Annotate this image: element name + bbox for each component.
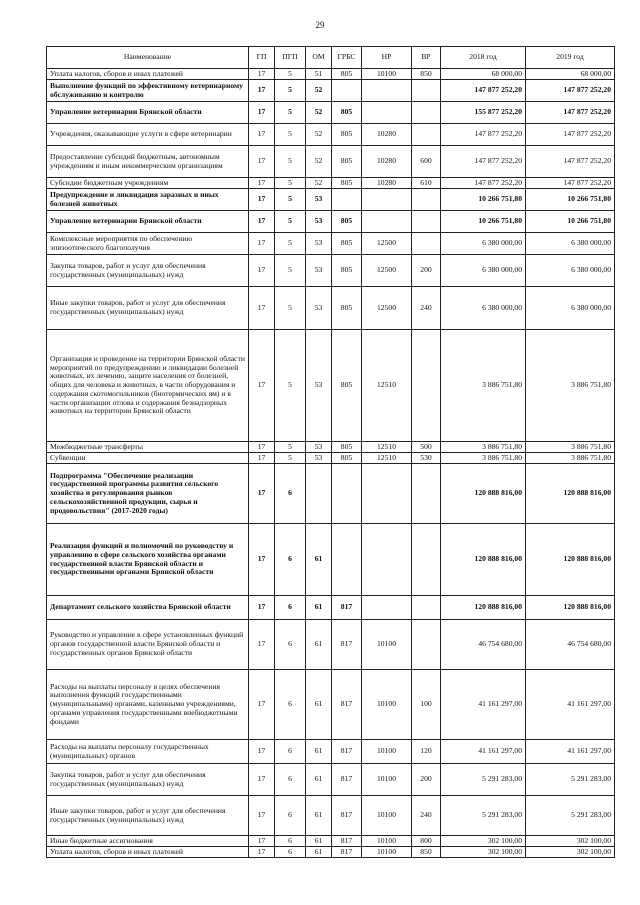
amount-2019-cell: 5 291 283,00 [526,764,615,796]
grbs-cell: 805 [332,178,362,189]
om-cell: 61 [306,796,332,836]
gp-cell: 17 [249,255,275,287]
nr-cell: 10100 [362,620,412,670]
om-cell: 53 [306,233,332,255]
amount-2018-cell: 302 100,00 [441,847,526,858]
vr-cell: 850 [412,847,441,858]
grbs-cell: 805 [332,287,362,330]
table-row [47,102,615,124]
nr-cell: 12510 [362,330,412,442]
vr-cell: 200 [412,255,441,287]
grbs-cell: 817 [332,847,362,858]
vr-cell [412,80,441,102]
pgp-cell: 5 [275,69,306,80]
nr-cell: 12500 [362,255,412,287]
grbs-cell [332,189,362,211]
nr-cell [362,102,412,124]
pgp-cell: 6 [275,836,306,847]
nr-cell: 10280 [362,124,412,146]
om-cell: 53 [306,189,332,211]
grbs-cell: 805 [332,453,362,464]
grbs-cell: 817 [332,764,362,796]
amount-2019-cell: 6 380 000,00 [526,287,615,330]
table-row [47,233,615,255]
vr-cell [412,596,441,620]
nr-cell: 12500 [362,233,412,255]
amount-2019-cell: 3 886 751,80 [526,330,615,442]
nr-cell: 10100 [362,847,412,858]
vr-cell [412,464,441,524]
table-row [47,453,615,464]
vr-cell: 120 [412,740,441,764]
pgp-cell: 5 [275,146,306,178]
om-cell: 52 [306,102,332,124]
table-row [47,124,615,146]
vr-cell [412,211,441,233]
nr-cell: 12510 [362,453,412,464]
amount-2019-cell: 6 380 000,00 [526,233,615,255]
gp-cell: 17 [249,146,275,178]
amount-2018-cell: 41 161 297,00 [441,740,526,764]
grbs-cell [332,80,362,102]
gp-cell: 17 [249,69,275,80]
vr-cell [412,524,441,596]
amount-2018-cell: 10 266 751,80 [441,189,526,211]
amount-2018-cell: 3 886 751,80 [441,330,526,442]
table-row [47,620,615,670]
amount-2018-cell: 68 000,00 [441,69,526,80]
vr-cell [412,620,441,670]
nr-cell [362,80,412,102]
om-cell: 51 [306,69,332,80]
vr-cell [412,124,441,146]
nr-cell: 12500 [362,287,412,330]
amount-2018-cell: 10 266 751,80 [441,211,526,233]
grbs-cell: 805 [332,146,362,178]
amount-2018-cell: 155 877 252,20 [441,102,526,124]
amount-2019-cell: 41 161 297,00 [526,740,615,764]
table-row [47,146,615,178]
nr-cell: 10100 [362,764,412,796]
pgp-cell: 5 [275,233,306,255]
vr-cell: 850 [412,69,441,80]
amount-2019-cell: 41 161 297,00 [526,670,615,740]
gp-cell: 17 [249,764,275,796]
gp-cell: 17 [249,287,275,330]
om-cell: 61 [306,740,332,764]
row-name-cell: Выполнение функций по эффективному ветеринарному обслуживанию и контролю [47,80,249,102]
om-cell: 61 [306,764,332,796]
amount-2018-cell: 6 380 000,00 [441,233,526,255]
table-row [47,330,615,442]
gp-cell: 17 [249,740,275,764]
pgp-cell: 5 [275,178,306,189]
table-row [47,178,615,189]
budget-table [46,46,615,858]
row-name-cell: Закупка товаров, работ и услуг для обеспечения государственных (муниципальных) нужд [47,764,249,796]
gp-cell: 17 [249,124,275,146]
amount-2019-cell: 147 877 252,20 [526,80,615,102]
om-cell: 61 [306,670,332,740]
om-cell: 53 [306,287,332,330]
pgp-cell: 6 [275,524,306,596]
vr-cell: 100 [412,670,441,740]
nr-cell [362,596,412,620]
amount-2019-cell: 120 888 816,00 [526,524,615,596]
table-row [47,670,615,740]
table-row [47,847,615,858]
vr-cell [412,189,441,211]
om-cell: 61 [306,847,332,858]
om-cell: 53 [306,330,332,442]
gp-cell: 17 [249,189,275,211]
amount-2019-cell: 120 888 816,00 [526,596,615,620]
row-name-cell: Межбюджетные трансферты [47,442,249,453]
table-row [47,211,615,233]
grbs-cell: 805 [332,124,362,146]
table-row [47,764,615,796]
amount-2018-cell: 120 888 816,00 [441,464,526,524]
nr-cell [362,524,412,596]
om-cell: 61 [306,836,332,847]
row-name-cell: Субвенции [47,453,249,464]
pgp-cell: 6 [275,670,306,740]
table-row [47,189,615,211]
amount-2019-cell: 68 000,00 [526,69,615,80]
nr-cell: 10100 [362,69,412,80]
table-row [47,464,615,524]
nr-cell: 10280 [362,178,412,189]
om-cell: 52 [306,178,332,189]
grbs-cell: 817 [332,670,362,740]
gp-cell: 17 [249,330,275,442]
grbs-cell: 817 [332,740,362,764]
vr-cell: 240 [412,796,441,836]
amount-2019-cell: 302 100,00 [526,847,615,858]
row-name-cell: Закупка товаров, работ и услуг для обеспечения государственных (муниципальных) нужд [47,255,249,287]
amount-2018-cell: 147 877 252,20 [441,80,526,102]
pgp-cell: 5 [275,442,306,453]
om-cell [306,464,332,524]
row-name-cell: Иные закупки товаров, работ и услуг для обеспечения государственных (муниципальных) нужд [47,796,249,836]
om-cell: 52 [306,124,332,146]
amount-2018-cell: 5 291 283,00 [441,796,526,836]
table-row [47,442,615,453]
pgp-cell: 6 [275,464,306,524]
om-cell: 53 [306,255,332,287]
nr-cell [362,189,412,211]
table-row [47,836,615,847]
row-name-cell: Учреждения, оказывающие услуги в сфере ветеринарии [47,124,249,146]
row-name-cell: Управление ветеринарии Брянской области [47,211,249,233]
amount-2019-cell: 302 100,00 [526,836,615,847]
gp-cell: 17 [249,847,275,858]
amount-2019-cell: 147 877 252,20 [526,102,615,124]
amount-2018-cell: 120 888 816,00 [441,524,526,596]
amount-2019-cell: 147 877 252,20 [526,146,615,178]
gp-cell: 17 [249,796,275,836]
nr-cell [362,211,412,233]
column-header: Наименование [47,47,249,69]
pgp-cell: 6 [275,764,306,796]
column-header: 2018 год [441,47,526,69]
amount-2018-cell: 120 888 816,00 [441,596,526,620]
column-header: ПГП [275,47,306,69]
row-name-cell: Иные закупки товаров, работ и услуг для обеспечения государственных (муниципальных) нужд [47,287,249,330]
gp-cell: 17 [249,464,275,524]
om-cell: 52 [306,80,332,102]
grbs-cell: 805 [332,442,362,453]
pgp-cell: 5 [275,453,306,464]
table-row [47,255,615,287]
nr-cell: 10280 [362,146,412,178]
row-name-cell: Предоставление субсидий бюджетным, автономным учреждениям и иным некоммерческим организациям [47,146,249,178]
table-row [47,740,615,764]
om-cell: 61 [306,620,332,670]
table-header-row [47,47,615,69]
amount-2019-cell: 6 380 000,00 [526,255,615,287]
amount-2019-cell: 10 266 751,80 [526,211,615,233]
table-row [47,80,615,102]
pgp-cell: 5 [275,287,306,330]
pgp-cell: 6 [275,596,306,620]
amount-2018-cell: 3 886 751,80 [441,442,526,453]
pgp-cell: 6 [275,740,306,764]
nr-cell: 10100 [362,670,412,740]
row-name-cell: Департамент сельского хозяйства Брянской области [47,596,249,620]
row-name-cell: Уплата налогов, сборов и иных платежей [47,69,249,80]
pgp-cell: 5 [275,80,306,102]
vr-cell: 500 [412,442,441,453]
vr-cell: 240 [412,287,441,330]
grbs-cell: 817 [332,620,362,670]
gp-cell: 17 [249,453,275,464]
column-header: ОМ [306,47,332,69]
gp-cell: 17 [249,670,275,740]
om-cell: 53 [306,442,332,453]
amount-2019-cell: 3 886 751,80 [526,442,615,453]
gp-cell: 17 [249,178,275,189]
pgp-cell: 5 [275,255,306,287]
vr-cell: 200 [412,764,441,796]
grbs-cell: 805 [332,233,362,255]
amount-2018-cell: 6 380 000,00 [441,255,526,287]
amount-2018-cell: 6 380 000,00 [441,287,526,330]
page-number: 29 [315,20,325,30]
vr-cell: 610 [412,178,441,189]
amount-2018-cell: 3 886 751,80 [441,453,526,464]
pgp-cell: 5 [275,211,306,233]
column-header: 2019 год [526,47,615,69]
gp-cell: 17 [249,211,275,233]
vr-cell: 800 [412,836,441,847]
grbs-cell: 805 [332,102,362,124]
amount-2019-cell: 46 754 680,00 [526,620,615,670]
table-row [47,69,615,80]
vr-cell [412,330,441,442]
row-name-cell: Реализация функций и полномочий по руководству и управлению в сфере сельского хозяйства органами государственной власти Брянской области и государственными органами Брянской области [47,524,249,596]
gp-cell: 17 [249,596,275,620]
amount-2018-cell: 147 877 252,20 [441,178,526,189]
amount-2019-cell: 10 266 751,80 [526,189,615,211]
pgp-cell: 6 [275,847,306,858]
row-name-cell: Расходы на выплаты персоналу в целях обеспечения выполнения функций государственными (муниципальными) органами, казенными учреждениями, органами управления государственными внебюджетными фондами [47,670,249,740]
row-name-cell: Субсидии бюджетным учреждениям [47,178,249,189]
gp-cell: 17 [249,102,275,124]
om-cell: 52 [306,146,332,178]
om-cell: 53 [306,453,332,464]
grbs-cell: 805 [332,330,362,442]
table-row [47,524,615,596]
row-name-cell: Расходы на выплаты персоналу государственных (муниципальных) органов [47,740,249,764]
row-name-cell: Предупреждение и ликвидация заразных и иных болезней животных [47,189,249,211]
om-cell: 53 [306,211,332,233]
gp-cell: 17 [249,233,275,255]
row-name-cell: Управление ветеринарии Брянской области [47,102,249,124]
column-header: ВР [412,47,441,69]
row-name-cell: Организация и проведение на территории Брянской области мероприятий по предупреждению и ликвидации болезней животных, их лечению, защите населения от болезней, общих для человека и животных, в части оборудования и содержания скотомогильников (биотермических ям) и в части организации отлова и содержания безнадзорных животных на территории Брянской области [47,330,249,442]
grbs-cell: 817 [332,596,362,620]
grbs-cell: 805 [332,211,362,233]
vr-cell [412,102,441,124]
row-name-cell: Уплата налогов, сборов и иных платежей [47,847,249,858]
nr-cell [362,464,412,524]
grbs-cell: 817 [332,836,362,847]
row-name-cell: Иные бюджетные ассигнования [47,836,249,847]
pgp-cell: 5 [275,189,306,211]
gp-cell: 17 [249,620,275,670]
row-name-cell: Комплексные мероприятия по обеспечению эпизоотического благополучия [47,233,249,255]
pgp-cell: 5 [275,102,306,124]
amount-2018-cell: 5 291 283,00 [441,764,526,796]
amount-2019-cell: 120 888 816,00 [526,464,615,524]
nr-cell: 12510 [362,442,412,453]
column-header: ГРБС [332,47,362,69]
vr-cell: 530 [412,453,441,464]
amount-2018-cell: 302 100,00 [441,836,526,847]
gp-cell: 17 [249,524,275,596]
table-row [47,287,615,330]
amount-2019-cell: 147 877 252,20 [526,124,615,146]
amount-2018-cell: 46 754 680,00 [441,620,526,670]
grbs-cell [332,464,362,524]
amount-2019-cell: 5 291 283,00 [526,796,615,836]
table-row [47,596,615,620]
row-name-cell: Подпрограмма "Обеспечение реализации государственной программы развития сельского хозяйства и регулирования рынков сельскохозяйственной продукции, сырья и продовольствия" (2017-2020 годы) [47,464,249,524]
amount-2018-cell: 147 877 252,20 [441,146,526,178]
pgp-cell: 6 [275,796,306,836]
amount-2018-cell: 41 161 297,00 [441,670,526,740]
gp-cell: 17 [249,80,275,102]
amount-2018-cell: 147 877 252,20 [441,124,526,146]
om-cell: 61 [306,524,332,596]
pgp-cell: 5 [275,330,306,442]
row-name-cell: Руководство и управление в сфере установленных функций органов государственной власти Брянской области и государственных органов Брянской области [47,620,249,670]
grbs-cell: 805 [332,255,362,287]
gp-cell: 17 [249,836,275,847]
vr-cell [412,233,441,255]
nr-cell: 10100 [362,740,412,764]
amount-2019-cell: 3 886 751,80 [526,453,615,464]
column-header: НР [362,47,412,69]
column-header: ГП [249,47,275,69]
vr-cell: 600 [412,146,441,178]
nr-cell: 10100 [362,796,412,836]
amount-2019-cell: 147 877 252,20 [526,178,615,189]
pgp-cell: 5 [275,124,306,146]
gp-cell: 17 [249,442,275,453]
grbs-cell: 805 [332,69,362,80]
pgp-cell: 6 [275,620,306,670]
nr-cell: 10100 [362,836,412,847]
table-body [47,69,615,858]
table-row [47,796,615,836]
grbs-cell: 817 [332,796,362,836]
om-cell: 61 [306,596,332,620]
grbs-cell [332,524,362,596]
